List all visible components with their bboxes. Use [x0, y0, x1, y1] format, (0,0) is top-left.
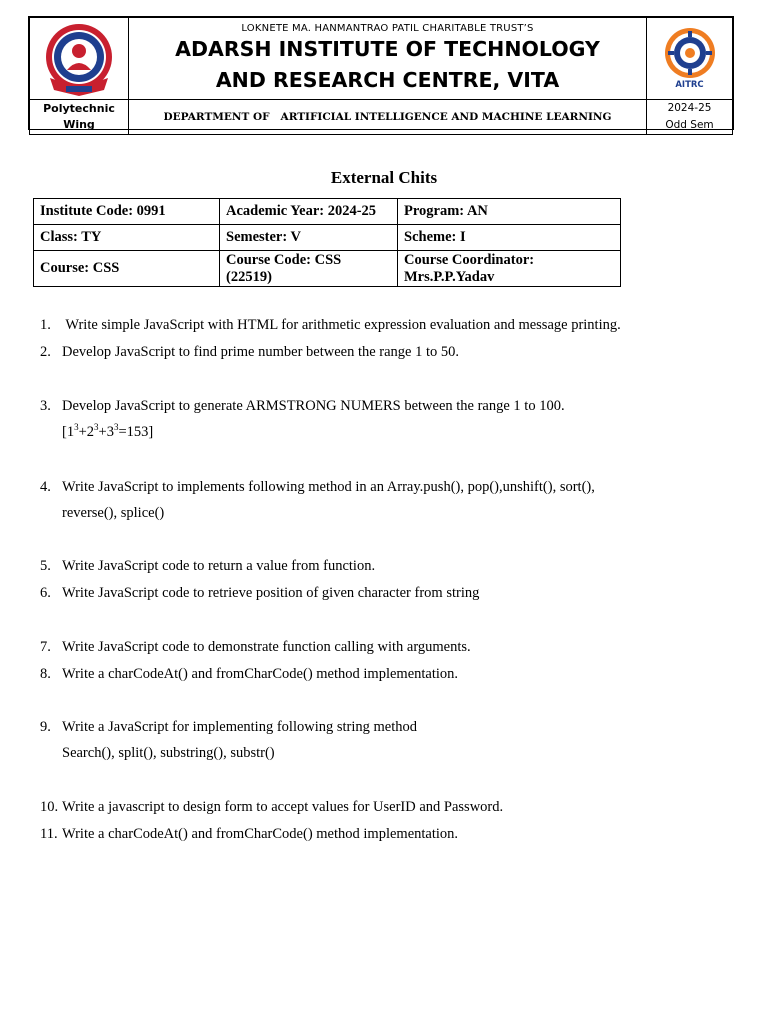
- formula-part: [1: [62, 424, 75, 440]
- trust-name: LOKNETE MA. HANMANTRAO PATIL CHARITABLE TRUST’S: [241, 23, 534, 34]
- course-code-field: [220, 251, 398, 287]
- question-text: Write a JavaScript for implementing following string method: [62, 719, 417, 735]
- academic-year-field: Academic Year: 2024-25: [220, 199, 398, 225]
- question-number: 3.: [40, 398, 51, 414]
- institute-title-cell: [129, 18, 647, 100]
- course-field: Course: CSS: [34, 251, 220, 287]
- institute-name-line2: AND RESEARCH CENTRE, VITA: [215, 68, 560, 92]
- wing-cell: [30, 100, 129, 135]
- department-name: DEPARTMENT OF ARTIFICIAL INTELLIGENCE AND MACHINE LEARNING: [163, 111, 612, 123]
- wing-line1: Polytechnic: [43, 102, 115, 115]
- wing-line2: Wing: [63, 118, 95, 131]
- armstrong-formula: [62, 424, 153, 440]
- coordinator-line1: Course Coordinator:: [404, 251, 535, 268]
- course-info-table: [33, 198, 621, 287]
- semester-label: Odd Sem: [665, 119, 714, 131]
- course-coordinator-field: [398, 251, 621, 287]
- formula-exponent: 3: [94, 422, 99, 433]
- institute-name-line1: ADARSH INSTITUTE OF TECHNOLOGY: [175, 37, 600, 61]
- question-text: Develop JavaScript to find prime number between the range 1 to 50.: [62, 344, 460, 360]
- course-code-line2: (22519): [226, 268, 272, 285]
- institute-code: Institute Code: 0991: [34, 199, 220, 225]
- class-field: Class: TY: [34, 225, 220, 251]
- question-text: Write JavaScript code to demonstrate function calling with arguments.: [62, 639, 471, 655]
- question-text: Write JavaScript code to retrieve position of given character from string: [62, 585, 480, 601]
- question-body: [62, 714, 692, 766]
- year-cell: [647, 100, 733, 135]
- right-logo-cell: [647, 18, 733, 100]
- question-number: 1.: [40, 317, 51, 333]
- aitrc-gear-logo: [664, 27, 716, 79]
- formula-part: +2: [78, 424, 95, 440]
- program-field: Program: AN: [398, 199, 621, 225]
- question-text-continued: reverse(), splice(): [62, 505, 165, 521]
- question-body: [62, 393, 692, 445]
- left-logo-cell: [30, 18, 129, 100]
- question-text: Write JavaScript to implements following method in an Array.push(), pop(),unshift(), sort(),: [62, 479, 595, 495]
- question-text: Write simple JavaScript with HTML for arithmetic expression evaluation and message printing.: [62, 317, 621, 333]
- question-text: Develop JavaScript to generate ARMSTRONG NUMERS between the range 1 to 100.: [62, 398, 565, 414]
- question-number: 7.: [40, 639, 51, 655]
- semester-field: Semester: V: [220, 225, 398, 251]
- question-text: Write a charCodeAt() and fromCharCode() method implementation.: [62, 666, 459, 682]
- department-cell: [129, 100, 647, 135]
- scheme-field: Scheme: I: [398, 225, 621, 251]
- question-text: Write JavaScript code to return a value from function.: [62, 558, 376, 574]
- question-number: 9.: [40, 719, 51, 735]
- question-text: Write a charCodeAt() and fromCharCode() method implementation.: [62, 826, 459, 842]
- question-number: 6.: [40, 585, 51, 601]
- formula-exponent: 3: [74, 422, 79, 433]
- document-header: [28, 16, 734, 130]
- question-number: 4.: [40, 479, 51, 495]
- institute-emblem-logo: [40, 20, 118, 98]
- course-code-line1: Course Code: CSS: [226, 251, 342, 268]
- academic-year: 2024-25: [667, 102, 712, 114]
- aitrc-logo-text: AITRC: [675, 80, 704, 90]
- formula-exponent: 3: [113, 422, 119, 433]
- question-body: [62, 474, 692, 526]
- coordinator-line2: Mrs.P.P.Yadav: [404, 268, 495, 285]
- question-number: 2.: [40, 344, 51, 360]
- formula-part: =153]: [118, 424, 154, 440]
- question-text-continued: Search(), split(), substring(), substr(): [62, 745, 275, 761]
- document-title: External Chits: [330, 168, 438, 187]
- question-number: 11.: [40, 826, 58, 842]
- question-number: 8.: [40, 666, 51, 682]
- question-number: 10.: [40, 799, 59, 815]
- question-text: Write a javascript to design form to accept values for UserID and Password.: [62, 799, 504, 815]
- question-number: 5.: [40, 558, 51, 574]
- formula-part: +3: [98, 424, 114, 440]
